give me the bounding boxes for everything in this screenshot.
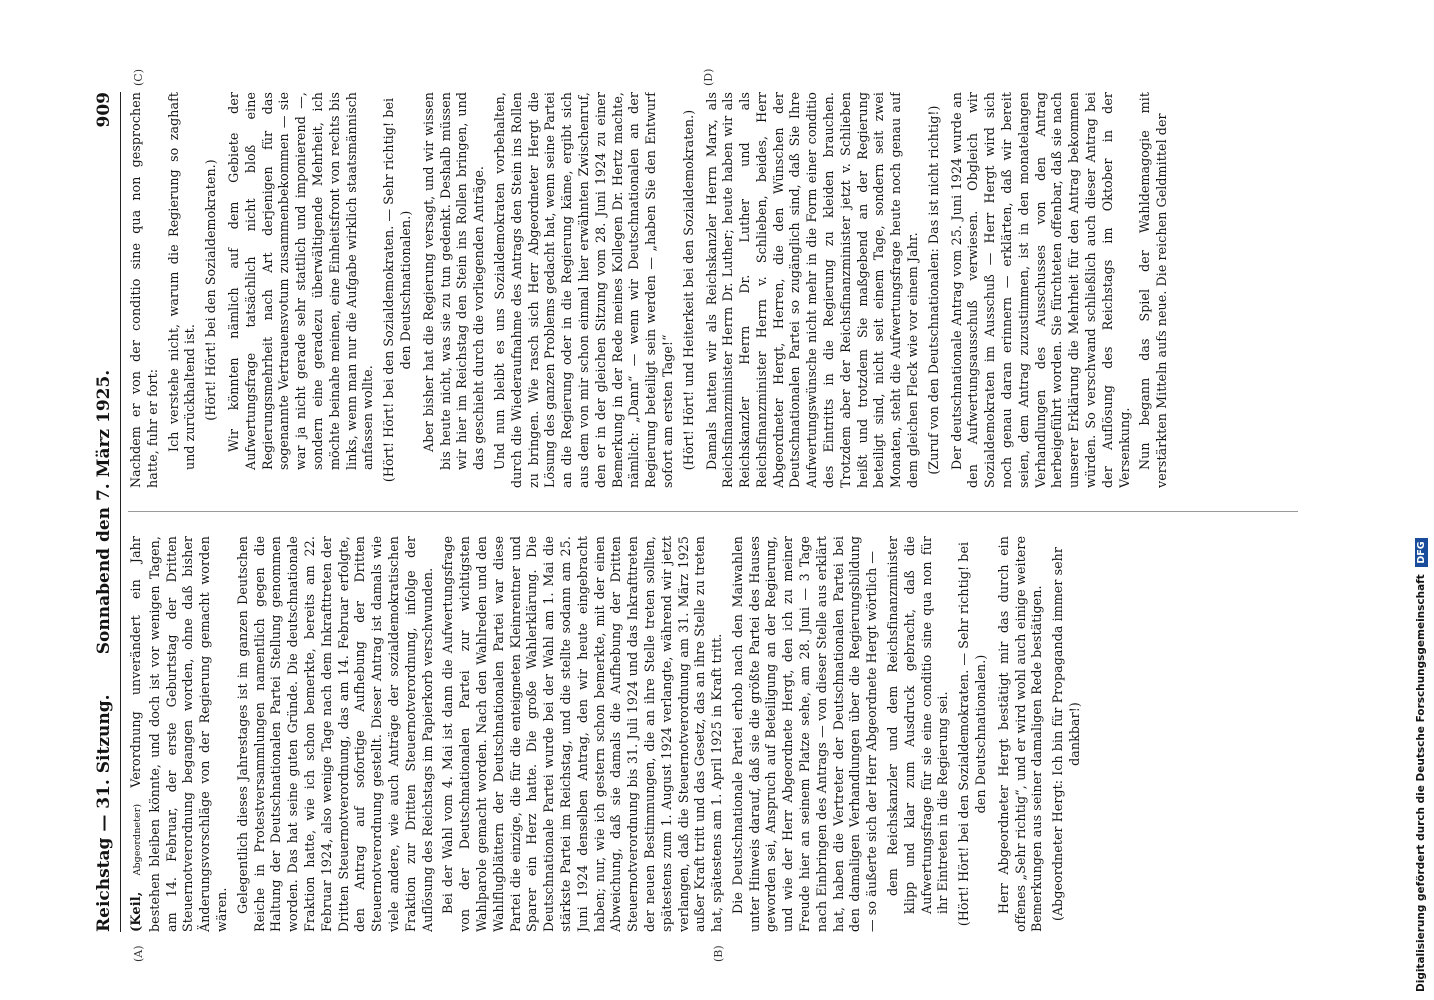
paragraph: Der deutschnationale Antrag vom 25. Juni 1924 wurde an den Aufwertungsausschuß verwiesen. Obgleich wir Sozialdemokraten im Ausschuß — Herr Hergt wird sich noch genau daran erinnern — erklärten, daß wir bereit seien, dem Antrag zuzustimmen, ist in den monatelangen Verhandlungen des Ausschusses von den Antrag herbeigeführt worden. Sie fürchteten offenbar, daß sie nach unserer Erklärung die Mehrheit für den Antrag bekommen würden. So verschwand schließlich auch dieser Antrag bei der Auflösung des Reichstags im Oktober in der Versenkung. [948,92,1132,488]
margin-mark-b: (B) [712,945,725,962]
dfg-logo: DFG [1415,538,1428,566]
paragraph: Nachdem er von der conditio sine qua non gesprochen hatte, fuhr er fort: [128,92,160,488]
interjection: (Abgeordneter Hergt: Ich bin für Propaganda immer sehr dankbar!) [1050,546,1083,922]
paragraph [128,536,231,932]
paragraph: Herr Abgeordneter Hergt bestätigt mir das durch ein offenes „Sehr richtig“, und er wird wohl auch einige weitere Bemerkungen aus seiner damaligen Rede bestätigen. [995,536,1045,932]
quotation: Ich verstehe nicht, warum die Regierung so zaghaft und zurückhaltend ist. [165,92,198,470]
paragraph: Die Deutschnationale Partei erhob nach den Maiwahlen unter Hinweis darauf, daß sie die größte Partei des Hauses geworden sei, Anspruch auf Beteiligung an der Regierung, und wie der Herr Abgeordnete Hergt, den ich zu meiner Freude hier an seinem Platze sehe, am 28. Juni — 3 Tage nach Einbringen des Antrags — von dieser Stelle aus erklärt hat, haben die Vertreter der Deutschnationalen Partei bei den damaligen Verhandlungen über die Regierungsbildung — so äußerte sich der Herr Abgeordnete Hergt wörtlich — [729,536,880,932]
interjection: (Hört! Hört! und Heiterkeit bei den Sozialdemokraten.) [680,109,696,471]
interjection: (Zuruf von den Deutschnationalen: Das ist nicht richtig!) [925,105,941,475]
margin-mark-c: (C) [132,69,145,86]
paragraph: Bei der Wahl vom 4. Mai ist dann die Aufwertungsfrage von der Deutschnationalen Partei zur wichtigsten Wahlparole gemacht worden. Nach den Wahlreden und den Wahlflugblättern der Deutschnationalen Partei war diese Partei die einzige, die für die enteigneten Kleinrentner und Sparer ein Herz hatte. Die große Wahlerklärung. Die Deutschnationale Partei wurde bei der Wahl am 1. Mai die stärkste Partei im Reichstag, und die stellte sodann am 25. Juni 1924 denselben Antrag, den wir heute eingebracht haben; nur, wie ich gestern schon bemerkte, mit der einen Abweichung, daß sie damals die Aufhebung der Dritten Steuernotverordnung bis 31. Juli 1924 und das Inkrafttreten der neuen Bestimmungen, die an ihre Stelle treten sollten, spätestens zum 1. August 1924 verlangte, während wir jetzt verlangen, daß die Steuernotverordnung am 31. März 1925 außer Kraft tritt und das Gesetz, das an ihre Stelle zu treten hat, spätestens am 1. April 1925 in Kraft tritt. [440,536,725,932]
header-date: Sonnabend den 7. März 1925. [94,369,114,655]
paragraph: Damals hatten wir als Reichskanzler Herrn Marx, als Reichsfinanzminister Herrn Dr. Luther; heute haben wir als Reichskanzler Herrn Dr. Luther und als Reichsfinanzminister Herrn v. Schlieben, beides, Herr Abgeordneter Hergt, Herren, die den Wünschen der Deutschnationalen Partei so zugänglich sind, daß Sie Ihre Aufwertungswünsche nicht mehr in die Form einer conditio des Eintritts in die Regierung zu kleiden brauchen. Trotzdem aber der Reichsfinanzminister jetzt v. Schlieben heißt und trotzdem Sie maßgebend an der Regierung beteiligt sind, nicht seit einem Tage, sondern seit zwei Monaten, steht die Aufwertungsfrage heute noch genau auf dem gleichen Fleck wie vor einem Jahr. [703,92,921,488]
column-separator [128,511,1298,512]
left-text-column [128,536,1298,932]
credit-text: Digitalisierung gefördert durch die Deutsche Forschungsgemeinschaft [1415,574,1427,992]
margin-mark-d: (D) [702,68,715,86]
speaker-role: Abgeordneter) [132,803,143,876]
rotated-document-page [92,68,1300,962]
interjection: (Hört! Hört! bei den Sozialdemokraten.) [203,159,219,421]
speaker-name: (Keil, [129,891,144,932]
interjection: (Hört! Hört! bei den Sozialdemokraten. — Sehr richtig! bei den Deutschnationalen.) [381,97,413,483]
quotation: Wir könnten nämlich auf dem Gebiete der Aufwertungsfrage tatsächlich nicht bloß eine Regierungsmehrheit nach Art derjenigen für das sogenannte Vertrauensvotum zusammenbekommen — sie war ja nicht gerade sehr stattlich und imponierend —, sondern eine geradezu überwältigende Mehrheit, ich möchte beinahe meinen, eine Einheitsfront von rechts bis links, wenn man nur die Aufgabe wirklich staatsmännisch anfassen wollte. [225,92,376,470]
paragraph: Gelegentlich dieses Jahrestages ist im ganzen Deutschen Reiche in Protestversammlungen namentlich gegen die Haltung der Deutschnationalen Partei Stellung genommen worden. Das hat seine guten Gründe. Die deutschnationale Fraktion hatte, wie ich schon bemerkte, bereits am 22. Februar 1924, also wenige Tage nach dem Inkrafttreten der Dritten Steuernotverordnung, das am 14. Februar erfolgte, den Antrag auf sofortige Aufhebung der Dritten Steuernotverordnung gestellt. Dieser Antrag ist damals wie viele andere, wie auch Anträge der sozialdemokratischen Fraktion zur Dritten Steuernotverordnung, infolge der Auflösung des Reichstags im Papierkorb verschwunden. [234,536,435,932]
page-number: 909 [94,92,114,128]
digitization-credit [1412,8,1430,992]
quotation: Aber bisher hat die Regierung versagt, und wir wissen bis heute nicht, was sie zu tun gedenkt. Deshalb müssen wir hier im Reichstag den Stein ins Rollen bringen, und das geschieht durch die vorliegenden Anträge. [420,92,487,470]
paragraph-text: Verordnung unverändert ein Jahr bestehen bleiben könnte, und doch ist vor wenigen Tagen, am 14. Februar, der erste Geburtstag der Dritten Steuernotverordnung begangen worden, ohne daß bisher Änderungsvorschläge von der Regierung gemacht worden wären. [128,536,229,932]
paragraph: Nun begann das Spiel der Wahldemagogie mit verstärkten Mitteln aufs neue. Die reichen Geldmittel der [1137,92,1170,488]
paragraph: Und nun bleibt es uns Sozialdemokraten vorbehalten, durch die Wiederaufnahme des Antrags den Stein ins Rollen zu bringen. Wie rasch sich Herr Abgeordneter Hergt die Lösung des ganzen Problems gedacht hat, wenn seine Partei an die Regierung oder in die Regierung käme, ergibt sich aus dem von mir schon einmal hier erwähnten Zwischenruf, den er in der gleichen Sitzung vom 28. Juni 1924 zu einer Bemerkung in der Rede meines Kollegen Dr. Hertz machte, nämlich: „Dann“ — wenn wir Deutschnationalen an der Regierung beteiligt sein werden — „haben Sie den Entwurf sofort am ersten Tage!“ [491,92,675,488]
margin-mark-a: (A) [132,945,145,962]
quotation: dem Reichskanzler und dem Reichsfinanzminister klipp und klar zum Ausdruck gebracht, daß die Aufwertungsfrage für sie eine conditio sine qua non für ihr Eintreten in die Regierung sei. [885,536,951,914]
header-rule [120,92,121,932]
interjection: (Hört! Hört! bei den Sozialdemokraten. — Sehr richtig! bei den Deutschnationalen.) [956,541,989,927]
page-header [92,92,118,932]
right-text-column [128,92,1298,488]
header-left-text: Reichstag — 31. Sitzung. [94,694,114,932]
